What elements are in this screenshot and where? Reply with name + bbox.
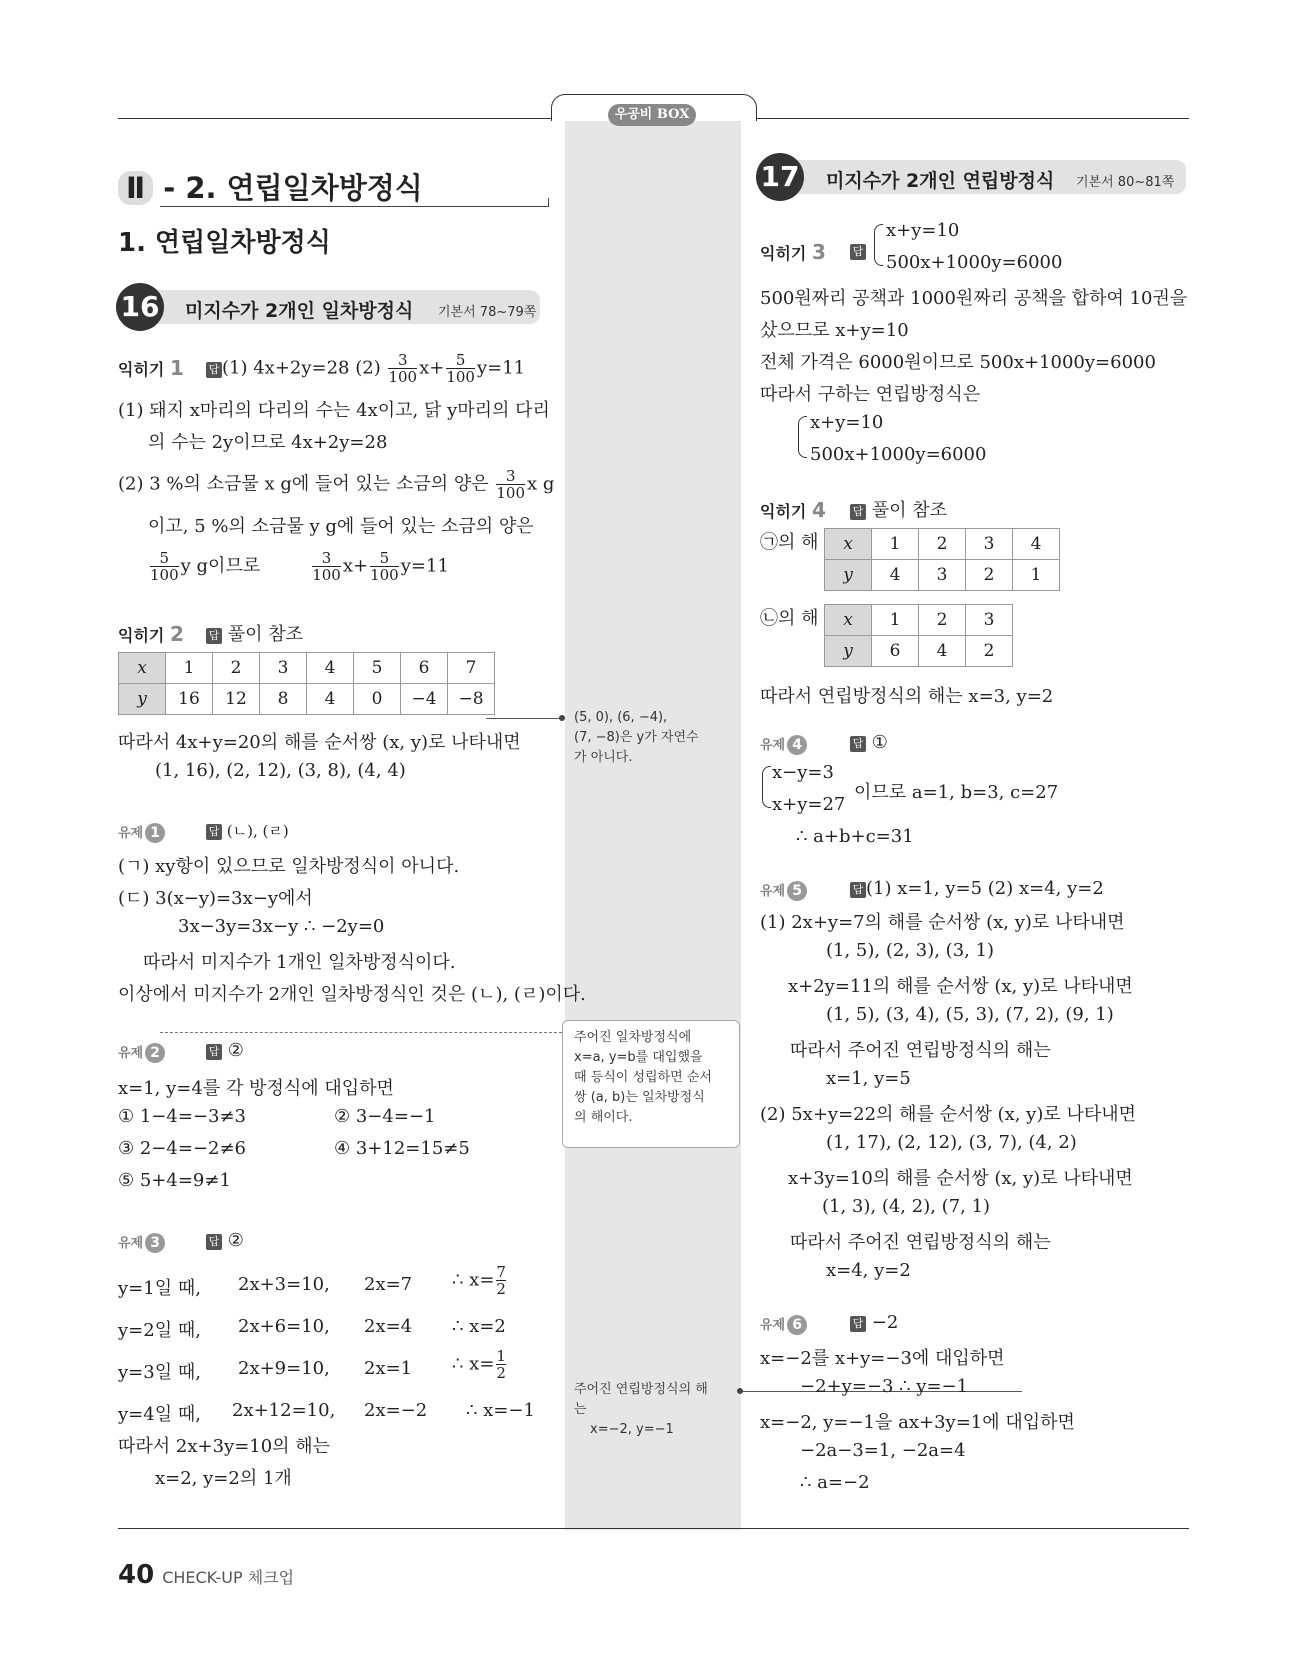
- yu3-r2c: 2x=4: [364, 1316, 413, 1337]
- yu4-answer: 답 ①: [850, 732, 888, 753]
- yu2-opt4: ④ 3+12=15≠5: [334, 1138, 470, 1159]
- table-header-y: y: [119, 684, 166, 715]
- yu5-line8: (1, 17), (2, 12), (3, 7), (4, 2): [826, 1132, 1077, 1153]
- ik1-answer: 답 (1) 4x+2y=28 (2) $\frac{3}{100}$ x+ $\frac{5}{100}$ y=11: [206, 352, 525, 385]
- ik4-label: 익히기 4: [760, 498, 826, 522]
- chapter-underline: [160, 198, 549, 207]
- yu6-line1: x=−2를 x+y=−3에 대입하면: [760, 1348, 1005, 1369]
- ik3-brace1: [874, 224, 883, 266]
- section-title: 1. 연립일차방정식: [118, 228, 331, 258]
- ik2-table: x 1 2 3 4 5 6 7 y 16 12 8 4 0 −4 −8: [118, 652, 495, 715]
- yu3-r4c: 2x=−2: [364, 1400, 428, 1421]
- ik3-sys1: x+y=10: [886, 220, 960, 241]
- ik1-line4: 이고, 5 %의 소금물 y g에 들어 있는 소금의 양은: [148, 516, 534, 537]
- ik1-line5: $\frac{5}{100}$ y g이므로 $\frac{3}{100}$ x+ $\frac{5}{100}$ y=11: [150, 549, 449, 584]
- ik1-label: 익히기 1: [118, 356, 184, 380]
- yu4-sys1: x−y=3: [772, 762, 834, 783]
- ik3-sys3: x+y=10: [810, 412, 884, 433]
- ik3-sys2: 500x+1000y=6000: [886, 252, 1063, 273]
- ik3-sys4: 500x+1000y=6000: [810, 444, 987, 465]
- yu3-r3c: 2x=1: [364, 1358, 413, 1379]
- yu2-leader: [160, 1032, 562, 1033]
- ik2-line2: (1, 16), (2, 12), (3, 8), (4, 4): [155, 760, 406, 781]
- ik1-line1: (1) 돼지 x마리의 다리의 수는 4x이고, 닭 y마리의 다리: [118, 400, 550, 421]
- yu5-line10: (1, 3), (4, 2), (7, 1): [822, 1196, 991, 1217]
- yu1-answer: 답 (ㄴ), (ㄹ): [206, 820, 289, 841]
- ik2-answer: 답 풀이 참조: [206, 620, 303, 646]
- yu2-opt2: ② 3−4=−1: [334, 1106, 436, 1127]
- yu4-sys2: x+y=27: [772, 794, 846, 815]
- unit17-title: 미지수가 2개인 연립방정식: [826, 170, 1055, 192]
- yu5-answer: 답 (1) x=1, y=5 (2) x=4, y=2: [850, 878, 1104, 899]
- yu6-line3: x=−2, y=−1을 ax+3y=1에 대입하면: [760, 1412, 1075, 1433]
- yu1-line3: 3x−3y=3x−y ∴ −2y=0: [178, 916, 385, 937]
- yu6-answer: 답 −2: [850, 1312, 898, 1333]
- yu3-r4d: ∴ x=−1: [466, 1400, 535, 1421]
- yu3-r2b: 2x+6=10,: [238, 1316, 330, 1337]
- yu6-line2: −2+y=−3 ∴ y=−1: [800, 1376, 969, 1397]
- ik4-table1-title: ㉠의 해: [760, 532, 819, 553]
- bottom-rule: [118, 1528, 1189, 1529]
- yu5-line3: x+2y=11의 해를 순서쌍 (x, y)로 나타내면: [788, 976, 1133, 997]
- ik3-dap: 답: [850, 240, 866, 261]
- ik4-table1: x 1 2 3 4 y 4 3 2 1: [824, 528, 1060, 591]
- unit17-number: 17: [756, 153, 804, 201]
- unit16-title: 미지수가 2개인 일차방정식: [185, 300, 414, 322]
- chapter-title: Ⅱ - 2. 연립일차방정식: [118, 166, 423, 207]
- note1-leader: [486, 718, 562, 719]
- ik4-table2: x 1 2 3 y 6 4 2: [824, 604, 1013, 667]
- yu6-label: 유제 6: [760, 1314, 807, 1335]
- ik3-line3: 전체 가격은 6000원이므로 500x+1000y=6000: [760, 352, 1156, 373]
- yu4-mid: 이므로 a=1, b=3, c=27: [854, 782, 1059, 803]
- yu5-line7: (2) 5x+y=22의 해를 순서쌍 (x, y)로 나타내면: [760, 1104, 1137, 1125]
- note2: 주어진 일차방정식에 x=a, y=b를 대입했을 때 등식이 성립하면 순서 쌍 (a, b)는 일차방정식 의 해이다.: [574, 1030, 712, 1125]
- yu1-label: 유제 1: [118, 822, 165, 843]
- yu4-label: 유제 4: [760, 734, 807, 755]
- ik2-line1: 따라서 4x+y=20의 해를 순서쌍 (x, y)로 나타내면: [118, 732, 521, 753]
- yu2-opt5: ⑤ 5+4=9≠1: [118, 1170, 231, 1191]
- ik3-brace2: [798, 416, 807, 458]
- yu2-line1: x=1, y=4를 각 방정식에 대입하면: [118, 1078, 394, 1099]
- yu3-line5: 따라서 2x+3y=10의 해는: [118, 1436, 331, 1457]
- unit16-ref: 기본서 78~79쪽: [438, 305, 537, 320]
- yu3-r3b: 2x+9=10,: [238, 1358, 330, 1379]
- note3: 주어진 연립방정식의 해 는 x=−2, y=−1: [574, 1382, 708, 1437]
- yu1-line1: (ㄱ) xy항이 있으므로 일차방정식이 아니다.: [118, 856, 460, 877]
- unit17-ref: 기본서 80~81쪽: [1076, 175, 1175, 190]
- yu4-line1: ∴ a+b+c=31: [796, 826, 914, 847]
- ik4-line1: 따라서 연립방정식의 해는 x=3, y=2: [760, 686, 1054, 707]
- yu1-line4: 따라서 미지수가 1개인 일차방정식이다.: [143, 952, 456, 973]
- note1-dot: [559, 715, 565, 721]
- yu5-line9: x+3y=10의 해를 순서쌍 (x, y)로 나타내면: [788, 1168, 1133, 1189]
- ik4-answer: 답 풀이 참조: [850, 496, 947, 522]
- yu5-line11: 따라서 주어진 연립방정식의 해는: [790, 1232, 1051, 1253]
- ik3-label: 익히기 3: [760, 240, 826, 264]
- yu2-opt1: ① 1−4=−3≠3: [118, 1106, 246, 1127]
- yu5-line4: (1, 5), (3, 4), (5, 3), (7, 2), (9, 1): [826, 1004, 1114, 1025]
- ik3-line2: 샀으므로 x+y=10: [760, 320, 909, 341]
- ik2-label: 익히기 2: [118, 622, 184, 646]
- yu5-line1: (1) 2x+y=7의 해를 순서쌍 (x, y)로 나타내면: [760, 912, 1125, 933]
- yu3-r2a: y=2일 때,: [118, 1320, 201, 1341]
- footer: 40 CHECK-UP 체크업: [118, 1560, 295, 1590]
- yu3-line6: x=2, y=2의 1개: [155, 1468, 292, 1489]
- yu3-r1d: ∴ x= $\frac{7}{2}$: [452, 1263, 506, 1298]
- yu3-r4b: 2x+12=10,: [232, 1400, 336, 1421]
- yu3-r1c: 2x=7: [364, 1274, 413, 1295]
- yu3-r4a: y=4일 때,: [118, 1404, 201, 1425]
- ik3-line4: 따라서 구하는 연립방정식은: [760, 384, 981, 405]
- yu5-line6: x=1, y=5: [826, 1068, 911, 1089]
- yu2-answer: 답 ②: [206, 1040, 244, 1061]
- unit16-number: 16: [116, 283, 164, 331]
- yu5-label: 유제 5: [760, 880, 807, 901]
- note1: (5, 0), (6, −4), (7, −8)은 y가 자연수 가 아니다.: [574, 710, 699, 765]
- yu5-line12: x=4, y=2: [826, 1260, 911, 1281]
- ik3-line1: 500원짜리 공책과 1000원짜리 공책을 합하여 10권을: [760, 288, 1188, 309]
- yu3-label: 유제 3: [118, 1232, 165, 1253]
- yu6-line5: ∴ a=−2: [800, 1472, 870, 1493]
- box-label: 우공비 BOX: [608, 104, 696, 126]
- yu2-opt3: ③ 2−4=−2≠6: [118, 1138, 246, 1159]
- table-header-x: x: [119, 653, 166, 684]
- ik4-table2-title: ㉡의 해: [760, 608, 819, 629]
- yu6-line4: −2a−3=1, −2a=4: [800, 1440, 966, 1461]
- yu1-line2: (ㄷ) 3(x−y)=3x−y에서: [118, 888, 313, 909]
- yu3-answer: 답 ②: [206, 1230, 244, 1251]
- middle-column: [565, 108, 741, 1530]
- yu3-r2d: ∴ x=2: [452, 1316, 506, 1337]
- yu5-line5: 따라서 주어진 연립방정식의 해는: [790, 1040, 1051, 1061]
- yu1-line5: 이상에서 미지수가 2개인 일차방정식인 것은 (ㄴ), (ㄹ)이다.: [118, 984, 586, 1005]
- ik1-line2: 의 수는 2y이므로 4x+2y=28: [148, 432, 388, 453]
- ik1-line3: (2) 3 %의 소금물 x g에 들어 있는 소금의 양은 $\frac{3}{100}$ x g: [118, 467, 555, 502]
- yu3-r3d: ∴ x= $\frac{1}{2}$: [452, 1347, 506, 1382]
- yu3-r3a: y=3일 때,: [118, 1362, 201, 1383]
- yu5-line2: (1, 5), (2, 3), (3, 1): [826, 940, 995, 961]
- yu3-r1b: 2x+3=10,: [238, 1274, 330, 1295]
- yu3-r1a: y=1일 때,: [118, 1278, 201, 1299]
- yu2-label: 유제 2: [118, 1042, 165, 1063]
- yu4-brace: [762, 766, 771, 808]
